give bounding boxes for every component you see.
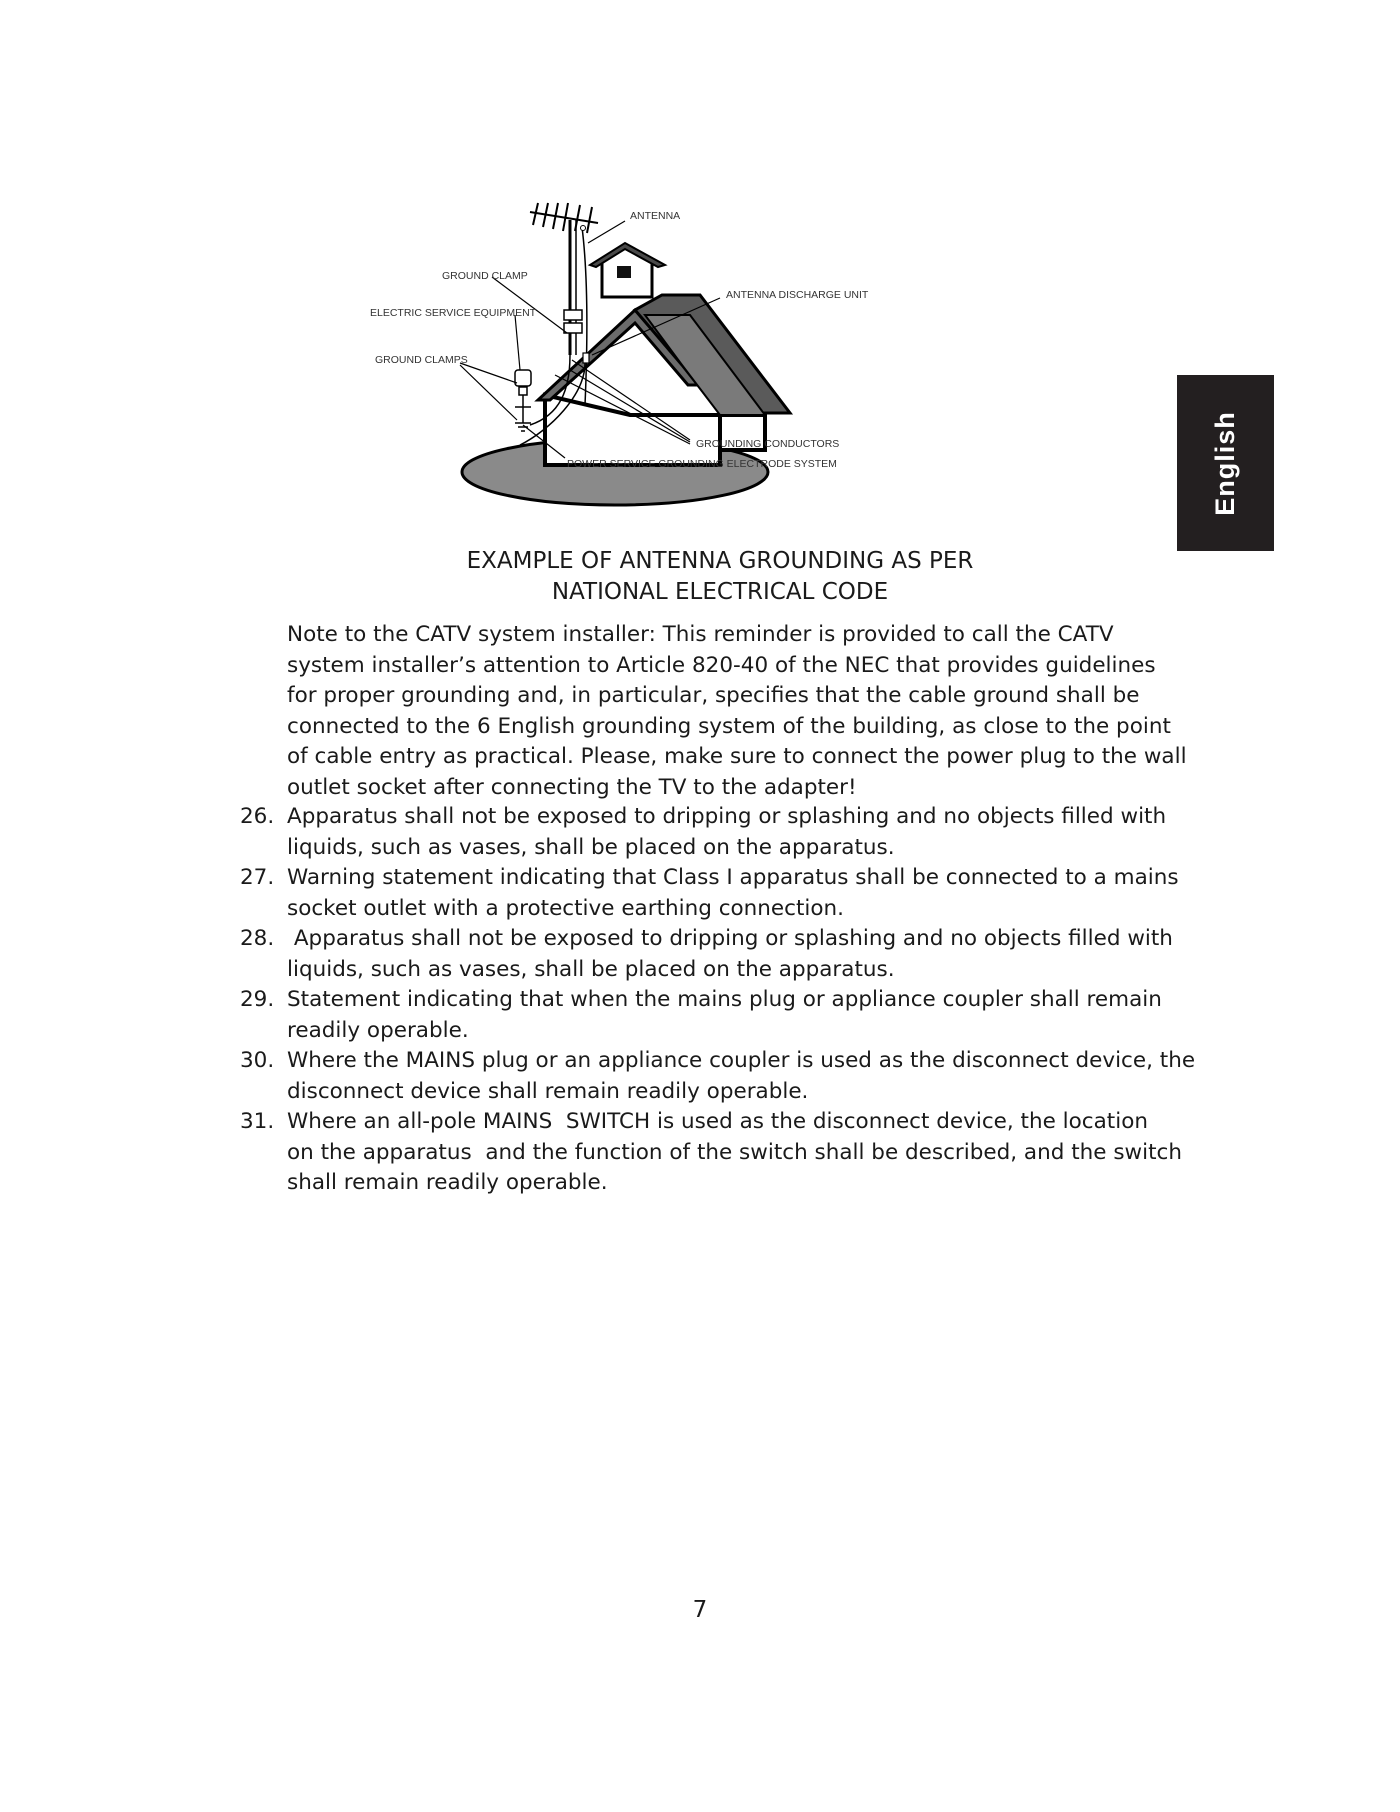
- mast-brackets: [564, 310, 582, 333]
- label-grounding-conductors: GROUNDING CONDUCTORS: [696, 438, 840, 450]
- language-side-tab: [1177, 375, 1274, 551]
- label-power-service-grounding: POWER SERVICE GROUNDING ELECTRODE SYSTEM: [567, 458, 837, 470]
- item-line: Statement indicating that when the mains plug or appliance coupler shall remain: [287, 987, 1162, 1012]
- caption-line-2: NATIONAL ELECTRICAL CODE: [551, 579, 889, 605]
- label-antenna: ANTENNA: [630, 210, 681, 222]
- item-line: Where an all-pole MAINS SWITCH is used as the disconnect device, the location: [287, 1109, 1148, 1134]
- antenna-discharge-unit: [583, 353, 589, 363]
- figure-caption: [300, 546, 1140, 608]
- item-text: [287, 863, 1197, 924]
- item-number: 27.: [240, 865, 275, 890]
- antenna-grounding-illustration: [370, 210, 990, 545]
- note-line: system installer’s attention to Article 820-40 of the NEC that provides guidelines: [287, 652, 1156, 678]
- label-ground-clamps: GROUND CLAMPS: [375, 354, 468, 366]
- note-line: of cable entry as practical. Please, make sure to connect the power plug to the wall: [287, 744, 1187, 769]
- list-item: [240, 1046, 1200, 1107]
- item-line: shall remain readily operable.: [287, 1170, 608, 1195]
- list-item: [240, 863, 1200, 924]
- list-item: [240, 802, 1200, 863]
- item-text: [287, 802, 1197, 863]
- item-line: on the apparatus and the function of the switch shall be described, and the switch: [287, 1139, 1182, 1165]
- house-wall: [545, 395, 720, 465]
- list-item: [240, 1107, 1200, 1199]
- item-line: liquids, such as vases, shall be placed on the apparatus.: [287, 956, 895, 982]
- item-line: liquids, such as vases, shall be placed on the apparatus.: [287, 834, 895, 860]
- list-item: [240, 924, 1200, 985]
- item-text: [287, 924, 1197, 985]
- antenna-grounding-diagram: [370, 210, 990, 545]
- item-line: disconnect device shall remain readily operable.: [287, 1078, 809, 1104]
- item-text: [287, 1046, 1197, 1107]
- item-number: 26.: [240, 804, 275, 829]
- page-number: 7: [692, 1597, 708, 1623]
- electric-service-equipment: [515, 370, 531, 423]
- item-text: [287, 1107, 1197, 1199]
- item-line: Where the MAINS plug or an appliance coupler is used as the disconnect device, the: [287, 1048, 1196, 1073]
- item-line: Apparatus shall not be exposed to dripping or splashing and no objects filled with: [287, 926, 1173, 951]
- item-text: [287, 985, 1197, 1046]
- item-number: 28.: [240, 926, 275, 951]
- item-line: Apparatus shall not be exposed to dripping or splashing and no objects filled with: [287, 804, 1167, 829]
- language-tab-label: English: [1210, 410, 1241, 516]
- label-electric-service-equipment: ELECTRIC SERVICE EQUIPMENT: [370, 307, 537, 319]
- item-line: Warning statement indicating that Class I apparatus shall be connected to a mains: [287, 865, 1179, 890]
- item-number: 30.: [240, 1048, 275, 1073]
- antenna-elements: [530, 203, 598, 233]
- safety-instructions-list: [240, 802, 1200, 1199]
- item-line: socket outlet with a protective earthing connection.: [287, 895, 844, 921]
- caption-line-1: EXAMPLE OF ANTENNA GROUNDING AS PER: [466, 548, 974, 574]
- note-line: for proper grounding and, in particular, specifies that the cable ground shall be: [287, 683, 1140, 708]
- note-line: Note to the CATV system installer: This reminder is provided to call the CATV: [287, 622, 1114, 647]
- antenna-connector: [581, 226, 586, 231]
- note-line: connected to the 6 English grounding system of the building, as close to the point: [287, 713, 1171, 739]
- label-ground-clamp: GROUND CLAMP: [442, 270, 528, 282]
- catv-installer-note: [287, 620, 1187, 803]
- item-number: 29.: [240, 987, 275, 1012]
- item-line: readily operable.: [287, 1017, 469, 1043]
- note-line: outlet socket after connecting the TV to the adapter!: [287, 774, 857, 800]
- item-number: 31.: [240, 1109, 275, 1134]
- list-item: [240, 985, 1200, 1046]
- label-antenna-discharge-unit: ANTENNA DISCHARGE UNIT: [726, 289, 869, 301]
- dormer-window: [617, 266, 631, 278]
